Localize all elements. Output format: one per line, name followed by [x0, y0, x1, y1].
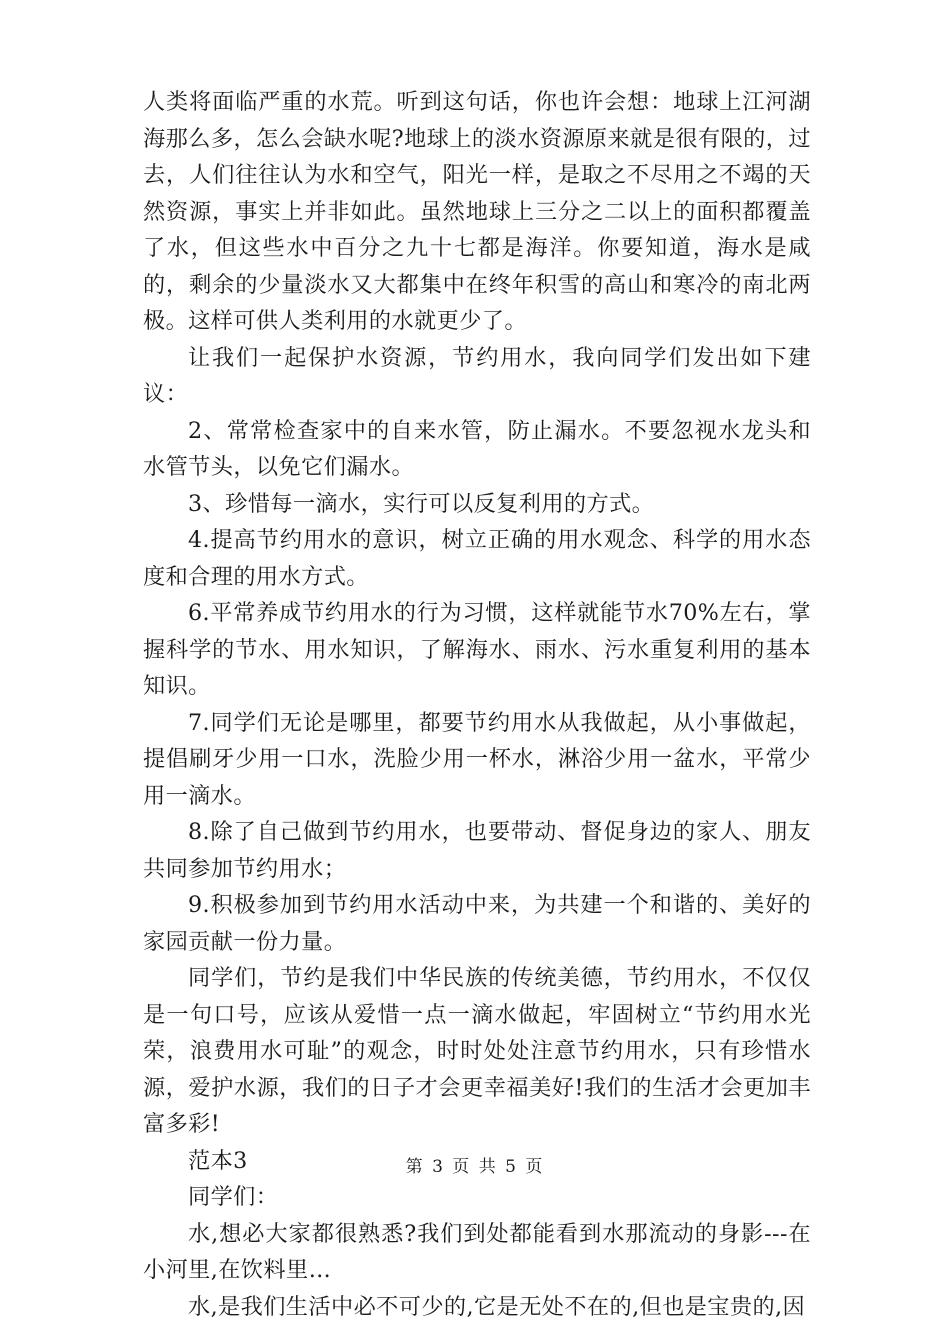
paragraph-water-shortage: 人类将面临严重的水荒。听到这句话，你也许会想：地球上江河湖海那么多，怎么会缺水呢?地球上的淡水资源原来就是很有限的，过去，人们往往认为水和空气，阳光一样，是取之不尽用之不竭的天然资源，事实上并非如此。虽然地球上三分之二以上的面积都覆盖了水，但这些水中百分之九十七都是海洋。你要知道，海水是咸的，剩余的少量淡水又大都集中在终年积雪的高山和寒冷的南北两极。这样可供人类利用的水就更少了。 [143, 84, 811, 340]
paragraph-water-precious: 水,是我们生活中必不可少的,它是无处不在的,但也是宝贵的,因 [143, 1289, 811, 1325]
salutation: 同学们： [143, 1179, 811, 1216]
paragraph-item-6: 6.平常养成节约用水的行为习惯，这样就能节水70%左右，掌握科学的节水、用水知识，了解海水、雨水、污水重复利用的基本知识。 [143, 595, 811, 705]
paragraph-water-familiar: 水,想必大家都很熟悉?我们到处都能看到水那流动的身影---在小河里,在饮料里… [143, 1216, 811, 1289]
page-footer: 第 3 页 共 5 页 [0, 1152, 950, 1177]
paragraph-item-3: 3、珍惜每一滴水，实行可以反复利用的方式。 [143, 486, 811, 523]
paragraph-item-4: 4.提高节约用水的意识，树立正确的用水观念、科学的用水态度和合理的用水方式。 [143, 522, 811, 595]
section-heading-sample-3: 范本3 [143, 1143, 811, 1180]
document-body [143, 84, 811, 1325]
paragraph-conclusion: 同学们，节约是我们中华民族的传统美德，节约用水，不仅仅是一句口号，应该从爱惜一点一滴水做起，牢固树立“节约用水光荣，浪费用水可耻”的观念，时时处处注意节约用水，只有珍惜水源，爱护水源，我们的日子才会更幸福美好!我们的生活才会更加丰富多彩! [143, 960, 811, 1143]
paragraph-item-7: 7.同学们无论是哪里，都要节约用水从我做起，从小事做起，提倡刷牙少用一口水，洗脸少用一杯水，淋浴少用一盆水，平常少用一滴水。 [143, 705, 811, 815]
paragraph-item-2: 2、常常检查家中的自来水管，防止漏水。不要忽视水龙头和水管节头，以免它们漏水。 [143, 413, 811, 486]
paragraph-item-8: 8.除了自己做到节约用水，也要带动、督促身边的家人、朋友共同参加节约用水； [143, 814, 811, 887]
paragraph-proposal-intro: 让我们一起保护水资源，节约用水，我向同学们发出如下建议： [143, 340, 811, 413]
paragraph-item-9: 9.积极参加到节约用水活动中来，为共建一个和谐的、美好的家园贡献一份力量。 [143, 887, 811, 960]
